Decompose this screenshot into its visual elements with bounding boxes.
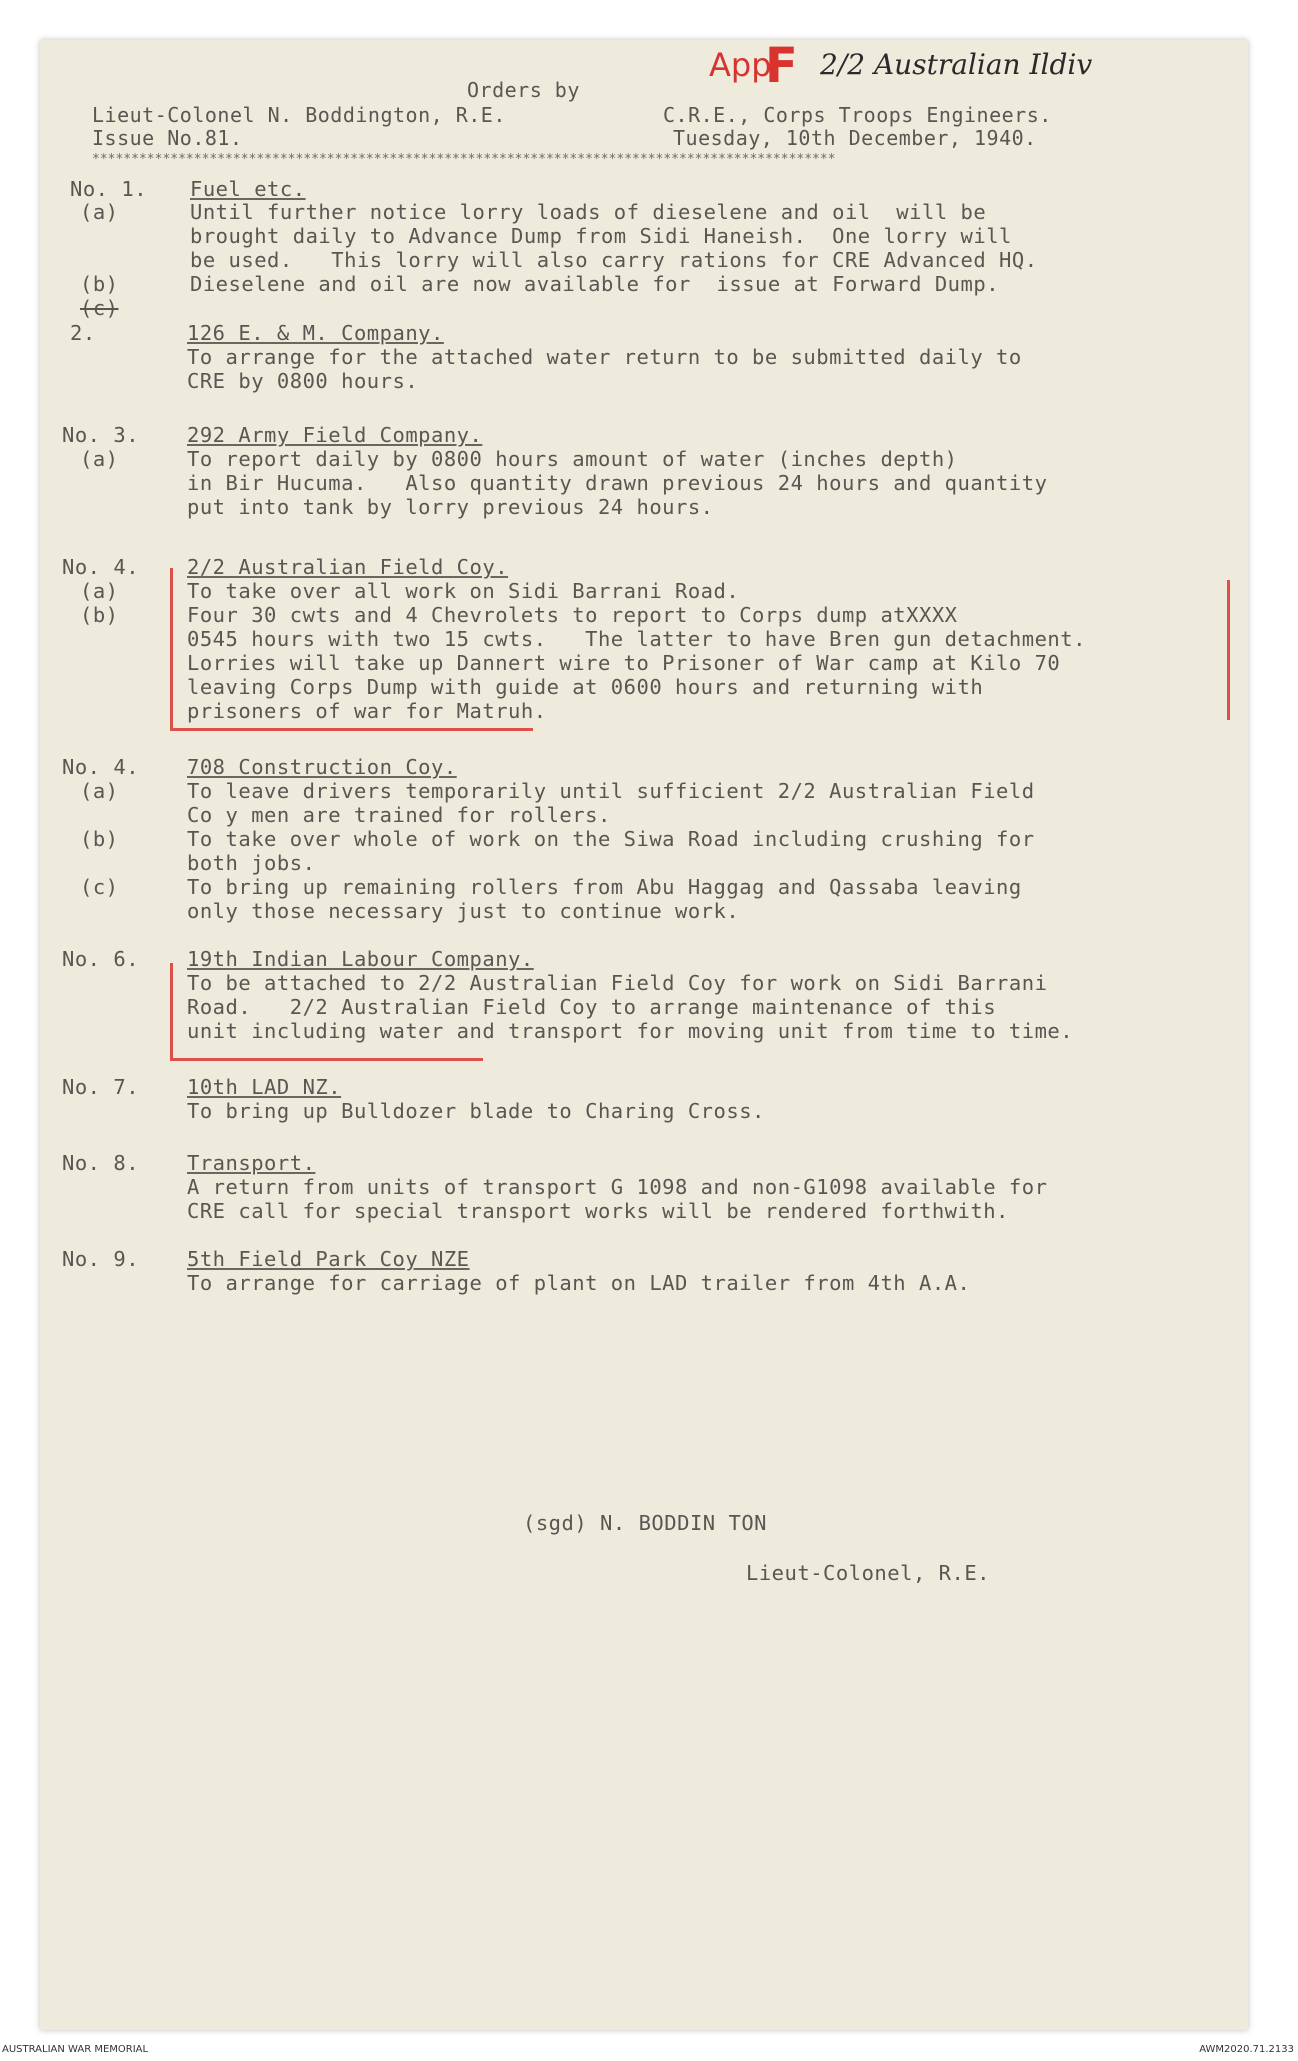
item-5-title: 708 Construction Coy. — [187, 755, 457, 779]
item-6-title: 19th Indian Labour Company. — [187, 947, 534, 971]
item-6-line-1: To be attached to 2/2 Australian Field Coy for work on Sidi Barrani — [187, 971, 1048, 995]
item-5-label-a: (a) — [80, 779, 119, 803]
item-7-line-1: To bring up Bulldozer blade to Charing Cross. — [187, 1099, 765, 1123]
item-3-label-a: (a) — [80, 447, 119, 471]
cre-line: C.R.E., Corps Troops Engineers. — [663, 103, 1052, 127]
item-5-line-6: only those necessary just to continue work. — [187, 899, 740, 923]
item-7-title: 10th LAD NZ. — [187, 1075, 342, 1099]
item-7-number: No. 7. — [62, 1075, 140, 1099]
item-8-number: No. 8. — [62, 1151, 140, 1175]
item-8-line-1: A return from units of transport G 1098 and non-G1098 available for — [187, 1175, 1048, 1199]
signature-name: (sgd) N. BODDIN TON — [523, 1511, 767, 1535]
item-4-title: 2/2 Australian Field Coy. — [187, 555, 509, 579]
footer-right: AWM2020.71.2133 — [1199, 2044, 1294, 2055]
item-4-label-a: (a) — [80, 579, 119, 603]
item-1-number: No. 1. — [70, 177, 148, 201]
issuer-line: Lieut-Colonel N. Boddington, R.E. — [92, 103, 506, 127]
item-5-label-b: (b) — [80, 827, 119, 851]
orders-by-heading: Orders by — [467, 78, 580, 102]
item-4-line-3: 0545 hours with two 15 cwts. The latter to have Bren gun detachment. — [187, 627, 1086, 651]
item-2-line-1: To arrange for the attached water return to be submitted daily to — [187, 345, 1022, 369]
item-2-line-2: CRE by 0800 hours. — [187, 369, 419, 393]
item-8-title: Transport. — [187, 1151, 316, 1175]
item-4-number: No. 4. — [62, 555, 140, 579]
item-5-line-1: To leave drivers temporarily until sufficient 2/2 Australian Field — [187, 779, 1035, 803]
handwritten-unit-note: 2/2 Australian Ildiv — [820, 48, 1093, 81]
star-divider: *********************************************************************************************** — [92, 153, 836, 167]
item-1-line-3: be used. This lorry will also carry rations for CRE Advanced HQ. — [190, 248, 1038, 272]
footer-left: AUSTRALIAN WAR MEMORIAL — [2, 2044, 149, 2055]
document-page — [40, 40, 1248, 2030]
item-5-line-2: Co y men are trained for rollers. — [187, 803, 611, 827]
item-1-line-1: Until further notice lorry loads of dieselene and oil will be — [190, 200, 987, 224]
item-6-line-3: unit including water and transport for moving unit from time to time. — [187, 1019, 1074, 1043]
item-3-line-1: To report daily by 0800 hours amount of water (inches depth) — [187, 447, 958, 471]
item-1-title: Fuel etc. — [190, 177, 306, 201]
item-3-line-2: in Bir Hucuma. Also quantity drawn previous 24 hours and quantity — [187, 471, 1048, 495]
item-6-number: No. 6. — [62, 947, 140, 971]
item-5-number: No. 4. — [62, 755, 140, 779]
appendix-letter: F — [765, 38, 798, 94]
item-9-title: 5th Field Park Coy NZE — [187, 1247, 470, 1271]
item-6-line-2: Road. 2/2 Australian Field Coy to arrange maintenance of this — [187, 995, 997, 1019]
item-3-title: 292 Army Field Company. — [187, 423, 483, 447]
item-5-label-c: (c) — [80, 875, 119, 899]
item-1-line-2: brought daily to Advance Dump from Sidi Haneish. One lorry will — [190, 224, 1012, 248]
issue-date: Tuesday, 10th December, 1940. — [673, 126, 1037, 150]
item-4-line-5: leaving Corps Dump with guide at 0600 hours and returning with — [187, 675, 984, 699]
appendix-annotation: App — [709, 46, 772, 84]
item-1-label-c: (c) — [80, 296, 119, 320]
item-9-number: No. 9. — [62, 1247, 140, 1271]
item-2-title: 126 E. & M. Company. — [187, 321, 444, 345]
item-1-label-a: (a) — [80, 200, 119, 224]
item-4-line-6: prisoners of war for Matruh. — [187, 699, 547, 723]
item-4-label-b: (b) — [80, 603, 119, 627]
item-4-line-2: Four 30 cwts and 4 Chevrolets to report to Corps dump atXXXX — [187, 603, 958, 627]
signature-rank: Lieut-Colonel, R.E. — [746, 1561, 990, 1585]
item-1-line-4: Dieselene and oil are now available for issue at Forward Dump. — [190, 272, 1000, 296]
item-4-line-4: Lorries will take up Dannert wire to Prisoner of War camp at Kilo 70 — [187, 651, 1061, 675]
item-5-line-4: both jobs. — [187, 851, 316, 875]
item-3-line-3: put into tank by lorry previous 24 hours. — [187, 495, 714, 519]
item-1-label-b: (b) — [80, 272, 119, 296]
item-3-number: No. 3. — [62, 423, 140, 447]
item-8-line-2: CRE call for special transport works will be rendered forthwith. — [187, 1199, 1009, 1223]
item-5-line-3: To take over whole of work on the Siwa Road including crushing for — [187, 827, 1035, 851]
issue-number: Issue No.81. — [92, 126, 243, 150]
item-9-line-1: To arrange for carriage of plant on LAD trailer from 4th A.A. — [187, 1271, 971, 1295]
item-2-number: 2. — [70, 321, 96, 345]
item-5-line-5: To bring up remaining rollers from Abu Haggag and Qassaba leaving — [187, 875, 1022, 899]
red-mark-right-item-4 — [1227, 580, 1230, 720]
item-4-line-1: To take over all work on Sidi Barrani Road. — [187, 579, 740, 603]
